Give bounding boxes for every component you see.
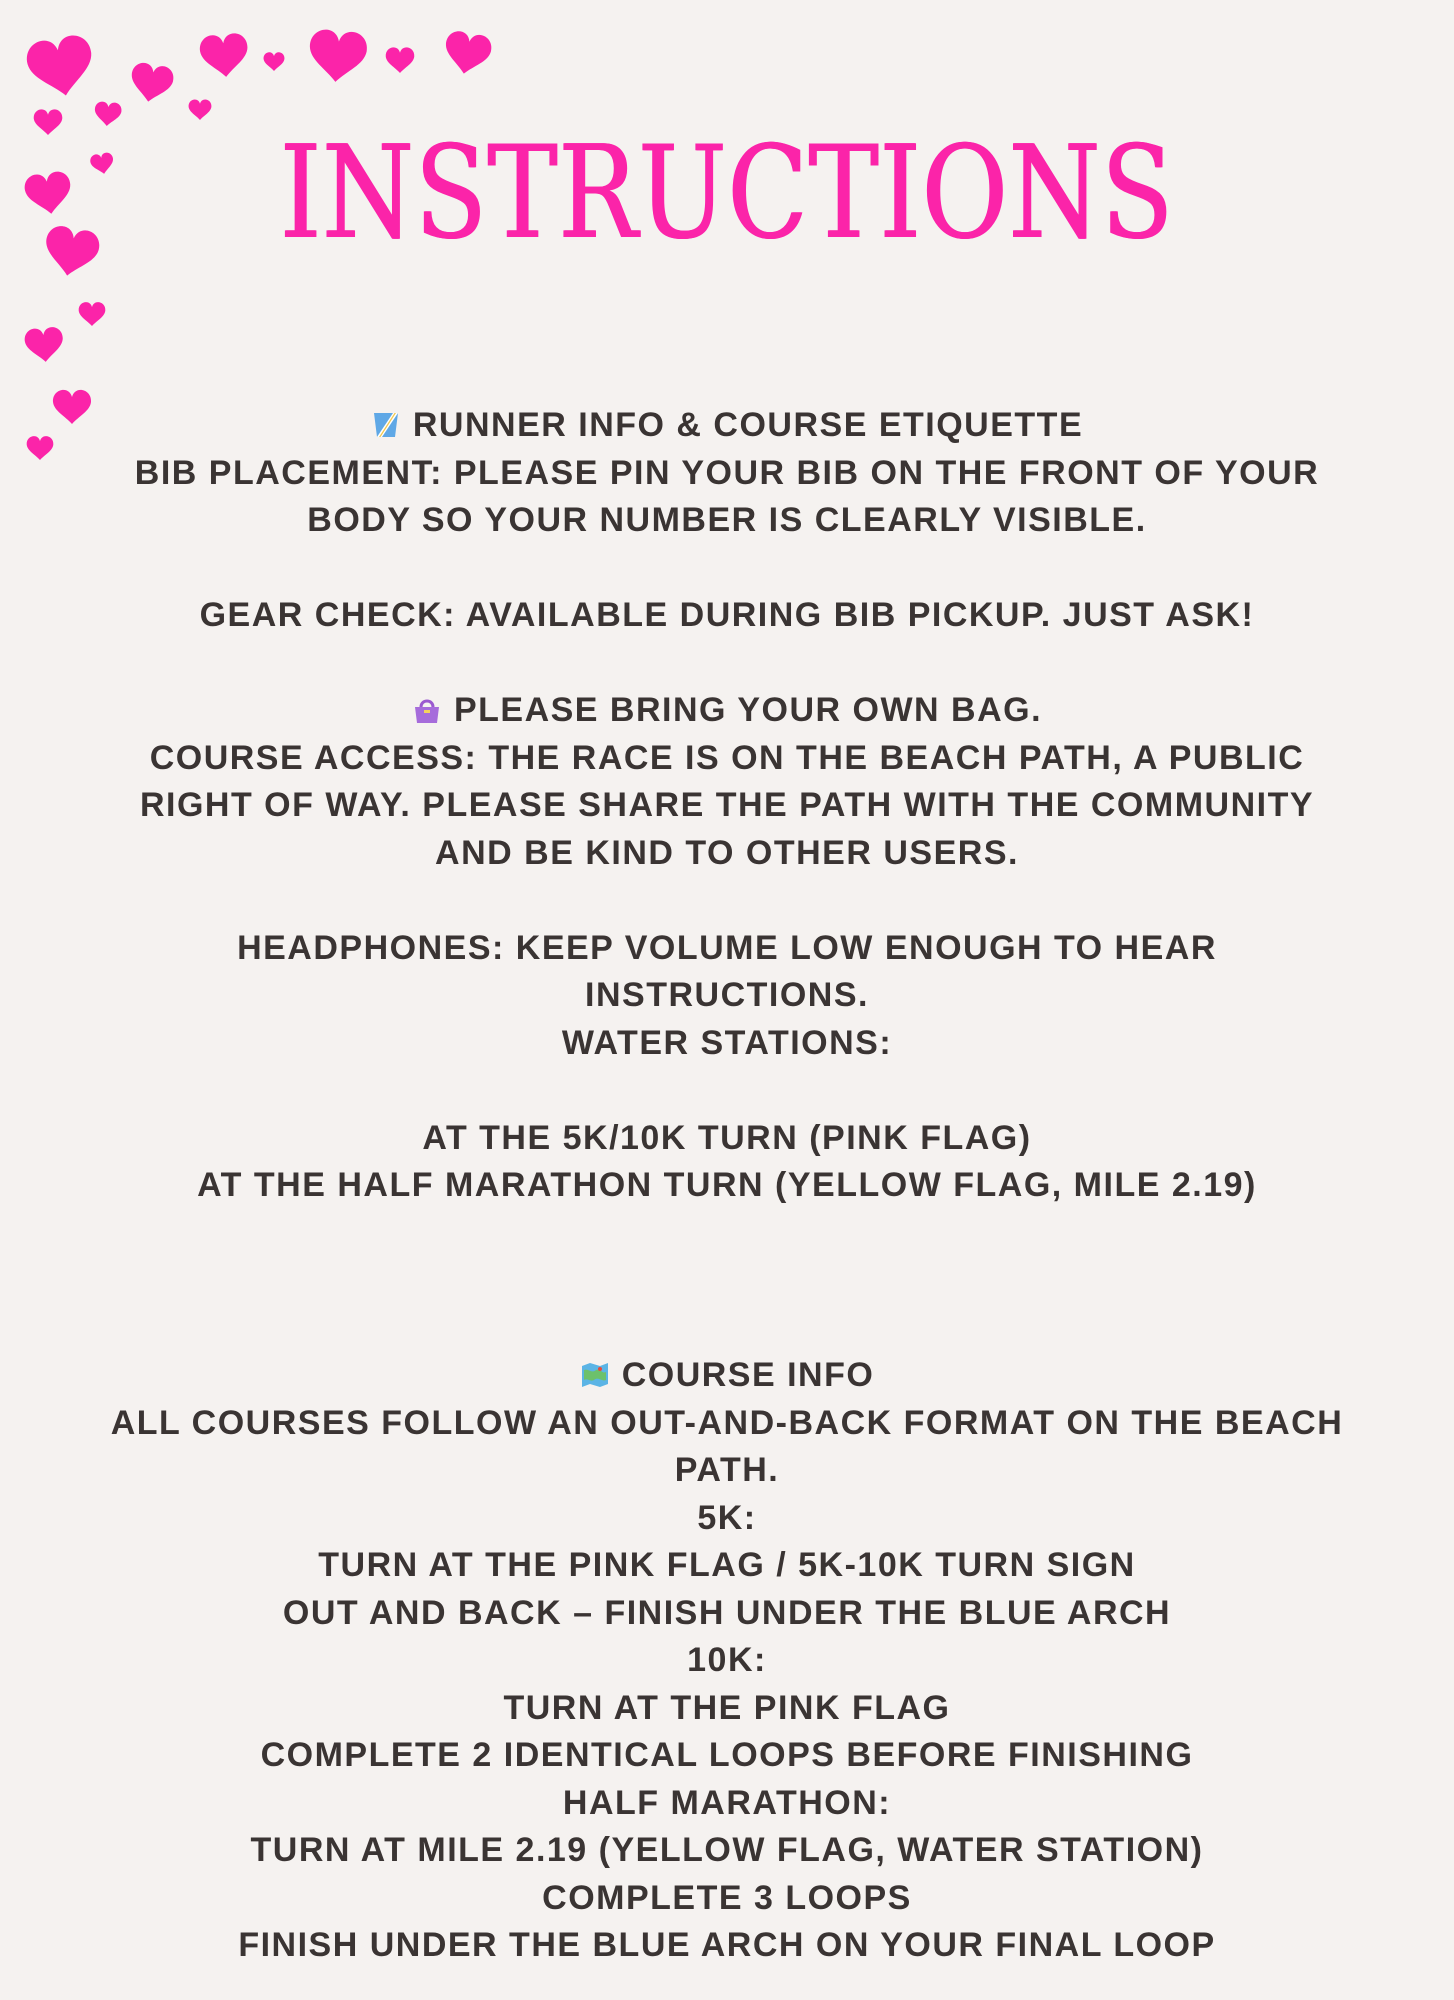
instruction-text: COMPLETE 2 IDENTICAL LOOPS BEFORE FINISHING: [260, 1736, 1194, 1774]
heart-icon: [27, 436, 54, 460]
instruction-text: WATER STATIONS:: [561, 1023, 893, 1062]
blank-line: [60, 1210, 1394, 1258]
instruction-line: [60, 1922, 1394, 1970]
heart-icon: [24, 326, 65, 363]
instruction-line: [60, 1542, 1394, 1590]
instruction-line: [60, 1400, 1394, 1448]
instruction-text: 10K:: [687, 1641, 767, 1679]
instruction-text: BODY SO YOUR NUMBER IS CLEARLY VISIBLE.: [307, 501, 1147, 539]
instruction-text: HEADPHONES: KEEP VOLUME LOW ENOUGH TO HEAR: [237, 928, 1217, 967]
instruction-line: [60, 1780, 1394, 1828]
instruction-line: [60, 450, 1394, 498]
instruction-text: COURSE ACCESS: THE RACE IS ON THE BEACH PATH, A PUBLIC: [149, 738, 1305, 777]
heart-icon: [307, 28, 368, 84]
instruction-line: [60, 735, 1394, 783]
instruction-text: PATH.: [674, 1451, 780, 1489]
instruction-line: [60, 1732, 1394, 1780]
instruction-line: [60, 1352, 1394, 1400]
heart-icon: [199, 32, 250, 79]
instructions-body: [60, 402, 1394, 1970]
instruction-line: [60, 972, 1394, 1020]
instruction-line: [60, 687, 1394, 735]
instruction-text: BIB PLACEMENT: PLEASE PIN YOUR BIB ON THE FRONT OF YOUR: [134, 453, 1320, 492]
instruction-line: [60, 925, 1394, 973]
heart-icon: [441, 29, 493, 77]
instruction-line: [60, 1162, 1394, 1210]
instruction-text: TURN AT MILE 2.19 (YELLOW FLAG, WATER STATION): [250, 1831, 1204, 1869]
instruction-text: HALF MARATHON:: [562, 1783, 892, 1822]
runner-sash-icon: [371, 406, 401, 436]
blank-line: [60, 1067, 1394, 1115]
instruction-line: [60, 1875, 1394, 1923]
instruction-text: FINISH UNDER THE BLUE ARCH ON YOUR FINAL LOOP: [238, 1926, 1216, 1964]
instruction-line: [60, 497, 1394, 545]
instruction-line: [60, 402, 1394, 450]
heart-icon: [79, 302, 106, 326]
instruction-text: AND BE KIND TO OTHER USERS.: [435, 833, 1019, 872]
instruction-text: 5K:: [697, 1498, 757, 1537]
blank-line: [60, 1305, 1394, 1353]
instruction-line: [60, 592, 1394, 640]
instruction-line: [60, 1447, 1394, 1495]
instruction-text: RIGHT OF WAY. PLEASE SHARE THE PATH WITH THE COMMUNITY: [139, 786, 1315, 824]
instruction-text: RUNNER INFO & COURSE ETIQUETTE: [412, 406, 1084, 444]
heart-icon: [24, 33, 98, 101]
heart-icon: [34, 109, 63, 135]
instruction-line: [60, 1637, 1394, 1685]
heart-icon: [89, 152, 115, 176]
instruction-text: COMPLETE 3 LOOPS: [542, 1878, 912, 1917]
purse-icon: [412, 691, 442, 721]
instruction-text: OUT AND BACK – FINISH UNDER THE BLUE ARCH: [282, 1593, 1172, 1632]
instruction-text: TURN AT THE PINK FLAG / 5K-10K TURN SIGN: [318, 1546, 1136, 1584]
map-icon: [580, 1356, 610, 1386]
instruction-line: [60, 1827, 1394, 1875]
instruction-text: PLEASE BRING YOUR OWN BAG.: [453, 691, 1043, 729]
instruction-line: [60, 1685, 1394, 1733]
heart-icon: [189, 99, 212, 120]
instruction-text: ALL COURSES FOLLOW AN OUT-AND-BACK FORMAT ON THE BEACH: [110, 1403, 1344, 1442]
instruction-text: TURN AT THE PINK FLAG: [503, 1688, 951, 1727]
instruction-text: INSTRUCTIONS.: [585, 976, 869, 1014]
instruction-text: AT THE 5K/10K TURN (PINK FLAG): [422, 1118, 1032, 1157]
blank-line: [60, 877, 1394, 925]
page-title: INSTRUCTIONS: [279, 119, 1175, 268]
blank-line: [60, 1257, 1394, 1305]
blank-line: [60, 640, 1394, 688]
instruction-line: [60, 1590, 1394, 1638]
instruction-line: [60, 1020, 1394, 1068]
instruction-line: [60, 782, 1394, 830]
heart-icon: [386, 47, 415, 73]
instruction-line: [60, 830, 1394, 878]
heart-icon: [23, 170, 74, 217]
instruction-line: [60, 1115, 1394, 1163]
instruction-text: GEAR CHECK: AVAILABLE DURING BIB PICKUP. JUST ASK!: [199, 596, 1255, 634]
instruction-text: AT THE HALF MARATHON TURN (YELLOW FLAG, MILE 2.19): [197, 1166, 1257, 1204]
instruction-text: COURSE INFO: [621, 1356, 875, 1394]
heart-icon: [128, 61, 176, 105]
blank-line: [60, 545, 1394, 593]
instruction-line: [60, 1495, 1394, 1543]
heart-icon: [94, 101, 123, 127]
heart-icon: [41, 224, 102, 280]
heart-icon: [264, 52, 285, 71]
